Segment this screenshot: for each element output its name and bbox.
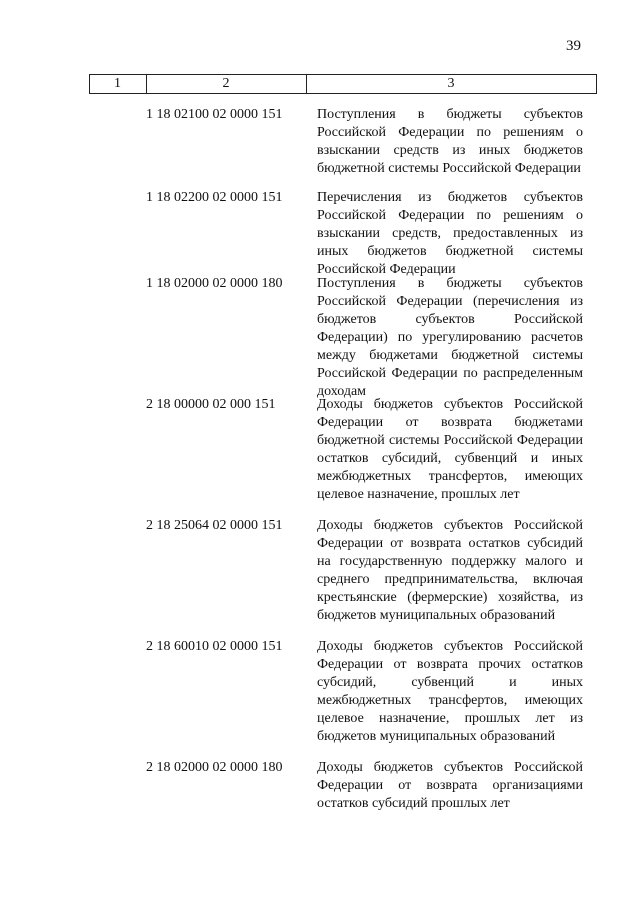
budget-code: 2 18 00000 02 000 151 bbox=[146, 397, 276, 412]
income-description: Доходы бюджетов субъектов Российской Федерации от возврата остатков субсидий на государственную поддержку малого и среднего предпринимательства, включая крестьянские (фермерские) хозяйства, из бюджетов муниципальных образований bbox=[317, 518, 583, 623]
table-top-border bbox=[89, 74, 597, 75]
table-header bbox=[89, 74, 597, 94]
table-right-border bbox=[596, 74, 597, 94]
income-description: Доходы бюджетов субъектов Российской Федерации от возврата организациями остатков субсидий прошлых лет bbox=[317, 760, 583, 811]
column-header-1: 1 bbox=[114, 76, 121, 91]
budget-code: 2 18 25064 02 0000 151 bbox=[146, 518, 283, 533]
income-description: Поступления в бюджеты субъектов Российской Федерации по решениям о взыскании средств из иных бюджетов бюджетной системы Российской Федерации bbox=[317, 107, 583, 176]
budget-code: 2 18 02000 02 0000 180 bbox=[146, 760, 283, 775]
income-description: Поступления в бюджеты субъектов Российской Федерации (перечисления из бюджетов субъектов Российской Федерации) по урегулированию расчетов между бюджетами бюджетной системы Российской Федерации по распределенным доходам bbox=[317, 276, 583, 399]
budget-code: 1 18 02200 02 0000 151 bbox=[146, 190, 283, 205]
column-header-3: 3 bbox=[447, 76, 455, 91]
budget-code: 1 18 02000 02 0000 180 bbox=[146, 276, 283, 291]
column-header-2: 2 bbox=[222, 76, 230, 91]
table-header-border bbox=[89, 93, 597, 94]
income-description: Перечисления из бюджетов субъектов Российской Федерации по решениям о взыскании средств, предоставленных из иных бюджетов бюджетной системы Российской Федерации bbox=[317, 190, 583, 277]
budget-code: 1 18 02100 02 0000 151 bbox=[146, 107, 283, 122]
budget-code: 2 18 60010 02 0000 151 bbox=[146, 639, 283, 654]
income-description: Доходы бюджетов субъектов Российской Федерации от возврата прочих остатков субсидий, субвенций и иных межбюджетных трансфертов, имеющих целевое назначение, прошлых лет из бюджетов муниципальных образований bbox=[317, 639, 583, 744]
page-number: 39 bbox=[566, 38, 581, 54]
income-description: Доходы бюджетов субъектов Российской Федерации от возврата бюджетами бюджетной системы Российской Федерации остатков субсидий, субвенций и иных межбюджетных трансфертов, имеющих целевое назначение, прошлых лет bbox=[317, 397, 583, 502]
